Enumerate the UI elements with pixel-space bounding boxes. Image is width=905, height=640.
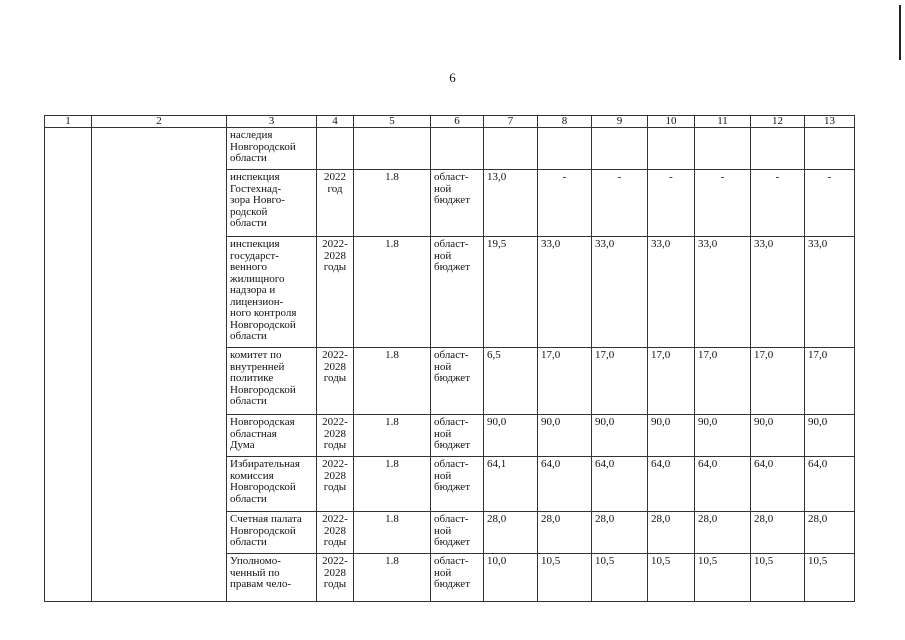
organization-cell: инспекция государст- венного жилищного надзора и лицензион- ного контроля Новгородской области xyxy=(227,237,317,348)
column-header: 11 xyxy=(695,116,751,128)
funding-source-cell xyxy=(431,128,484,170)
value-cell: - xyxy=(805,170,855,237)
cell-col1 xyxy=(45,128,92,170)
cell-col2 xyxy=(92,170,227,237)
value-cell: - xyxy=(538,170,592,237)
funding-source-cell: област- ной бюджет xyxy=(431,237,484,348)
column-header: 8 xyxy=(538,116,592,128)
value-cell: 33,0 xyxy=(805,237,855,348)
table-row xyxy=(45,170,855,237)
cell-col1 xyxy=(45,348,92,415)
value-cell: 28,0 xyxy=(648,512,695,554)
item-number-cell: 1.8 xyxy=(354,457,431,512)
column-header: 4 xyxy=(317,116,354,128)
table-row xyxy=(45,512,855,554)
value-cell: - xyxy=(751,170,805,237)
value-cell: 6,5 xyxy=(484,348,538,415)
item-number-cell: 1.8 xyxy=(354,170,431,237)
value-cell: 28,0 xyxy=(751,512,805,554)
value-cell: 28,0 xyxy=(805,512,855,554)
value-cell: 90,0 xyxy=(751,415,805,457)
value-cell: 33,0 xyxy=(695,237,751,348)
value-cell: 90,0 xyxy=(648,415,695,457)
value-cell xyxy=(648,128,695,170)
organization-cell: наследия Новгородской области xyxy=(227,128,317,170)
cell-col2 xyxy=(92,237,227,348)
cell-col1 xyxy=(45,554,92,602)
value-cell: - xyxy=(648,170,695,237)
value-cell: 28,0 xyxy=(592,512,648,554)
item-number-cell: 1.8 xyxy=(354,512,431,554)
column-header: 13 xyxy=(805,116,855,128)
value-cell xyxy=(538,128,592,170)
value-cell: 28,0 xyxy=(484,512,538,554)
value-cell: 10,5 xyxy=(538,554,592,602)
cell-col1 xyxy=(45,415,92,457)
value-cell: 10,5 xyxy=(695,554,751,602)
value-cell: 17,0 xyxy=(805,348,855,415)
funding-source-cell: област- ной бюджет xyxy=(431,512,484,554)
value-cell: 17,0 xyxy=(695,348,751,415)
column-header: 3 xyxy=(227,116,317,128)
column-header: 1 xyxy=(45,116,92,128)
value-cell: 19,5 xyxy=(484,237,538,348)
value-cell: 10,5 xyxy=(648,554,695,602)
value-cell xyxy=(695,128,751,170)
value-cell: 17,0 xyxy=(538,348,592,415)
value-cell xyxy=(484,128,538,170)
value-cell: 90,0 xyxy=(484,415,538,457)
value-cell: 17,0 xyxy=(648,348,695,415)
column-header: 5 xyxy=(354,116,431,128)
item-number-cell: 1.8 xyxy=(354,237,431,348)
column-header: 6 xyxy=(431,116,484,128)
period-cell: 2022- 2028 годы xyxy=(317,512,354,554)
item-number-cell: 1.8 xyxy=(354,554,431,602)
cell-col2 xyxy=(92,348,227,415)
value-cell: 64,0 xyxy=(648,457,695,512)
value-cell: 64,0 xyxy=(538,457,592,512)
value-cell: 64,0 xyxy=(751,457,805,512)
cell-col2 xyxy=(92,554,227,602)
cell-col2 xyxy=(92,415,227,457)
organization-cell: комитет по внутренней политике Новгородской области xyxy=(227,348,317,415)
column-header: 12 xyxy=(751,116,805,128)
period-cell: 2022- 2028 годы xyxy=(317,348,354,415)
value-cell: 64,0 xyxy=(805,457,855,512)
page-edge-mark xyxy=(899,5,901,60)
period-cell: 2022- 2028 годы xyxy=(317,457,354,512)
period-cell xyxy=(317,128,354,170)
organization-cell: Избирательная комиссия Новгородской области xyxy=(227,457,317,512)
table-row xyxy=(45,348,855,415)
funding-source-cell: област- ной бюджет xyxy=(431,170,484,237)
cell-col2 xyxy=(92,128,227,170)
column-header: 9 xyxy=(592,116,648,128)
value-cell: 64,0 xyxy=(592,457,648,512)
value-cell: 10,5 xyxy=(805,554,855,602)
item-number-cell: 1.8 xyxy=(354,415,431,457)
cell-col1 xyxy=(45,512,92,554)
funding-source-cell: област- ной бюджет xyxy=(431,348,484,415)
period-cell: 2022- 2028 годы xyxy=(317,554,354,602)
funding-source-cell: област- ной бюджет xyxy=(431,415,484,457)
value-cell: 10,0 xyxy=(484,554,538,602)
column-header: 7 xyxy=(484,116,538,128)
table-row xyxy=(45,415,855,457)
value-cell: 33,0 xyxy=(592,237,648,348)
value-cell: - xyxy=(592,170,648,237)
column-header: 10 xyxy=(648,116,695,128)
value-cell: 33,0 xyxy=(538,237,592,348)
cell-col1 xyxy=(45,237,92,348)
value-cell: 90,0 xyxy=(592,415,648,457)
value-cell: 17,0 xyxy=(592,348,648,415)
value-cell xyxy=(751,128,805,170)
cell-col2 xyxy=(92,512,227,554)
cell-col1 xyxy=(45,457,92,512)
table-row xyxy=(45,237,855,348)
table-row xyxy=(45,128,855,170)
value-cell: 28,0 xyxy=(695,512,751,554)
value-cell: 13,0 xyxy=(484,170,538,237)
organization-cell: инспекция Гостехнад- зора Новго- родской области xyxy=(227,170,317,237)
value-cell: 10,5 xyxy=(751,554,805,602)
table-row xyxy=(45,554,855,602)
cell-col1 xyxy=(45,170,92,237)
value-cell: 33,0 xyxy=(751,237,805,348)
page-number: 6 xyxy=(449,70,456,85)
period-cell: 2022 год xyxy=(317,170,354,237)
table-body xyxy=(45,128,855,602)
value-cell: 33,0 xyxy=(648,237,695,348)
value-cell: - xyxy=(695,170,751,237)
value-cell: 28,0 xyxy=(538,512,592,554)
organization-cell: Уполномо- ченный по правам чело- xyxy=(227,554,317,602)
budget-table xyxy=(44,115,855,602)
organization-cell: Новгородская областная Дума xyxy=(227,415,317,457)
funding-source-cell: област- ной бюджет xyxy=(431,554,484,602)
value-cell: 90,0 xyxy=(538,415,592,457)
value-cell: 64,0 xyxy=(695,457,751,512)
period-cell: 2022- 2028 годы xyxy=(317,237,354,348)
value-cell: 90,0 xyxy=(695,415,751,457)
item-number-cell: 1.8 xyxy=(354,348,431,415)
value-cell: 17,0 xyxy=(751,348,805,415)
header-row xyxy=(45,116,855,128)
table-row xyxy=(45,457,855,512)
organization-cell: Счетная палата Новгородской области xyxy=(227,512,317,554)
period-cell: 2022- 2028 годы xyxy=(317,415,354,457)
funding-source-cell: област- ной бюджет xyxy=(431,457,484,512)
column-header: 2 xyxy=(92,116,227,128)
value-cell xyxy=(592,128,648,170)
value-cell: 90,0 xyxy=(805,415,855,457)
value-cell: 64,1 xyxy=(484,457,538,512)
item-number-cell xyxy=(354,128,431,170)
cell-col2 xyxy=(92,457,227,512)
value-cell xyxy=(805,128,855,170)
value-cell: 10,5 xyxy=(592,554,648,602)
